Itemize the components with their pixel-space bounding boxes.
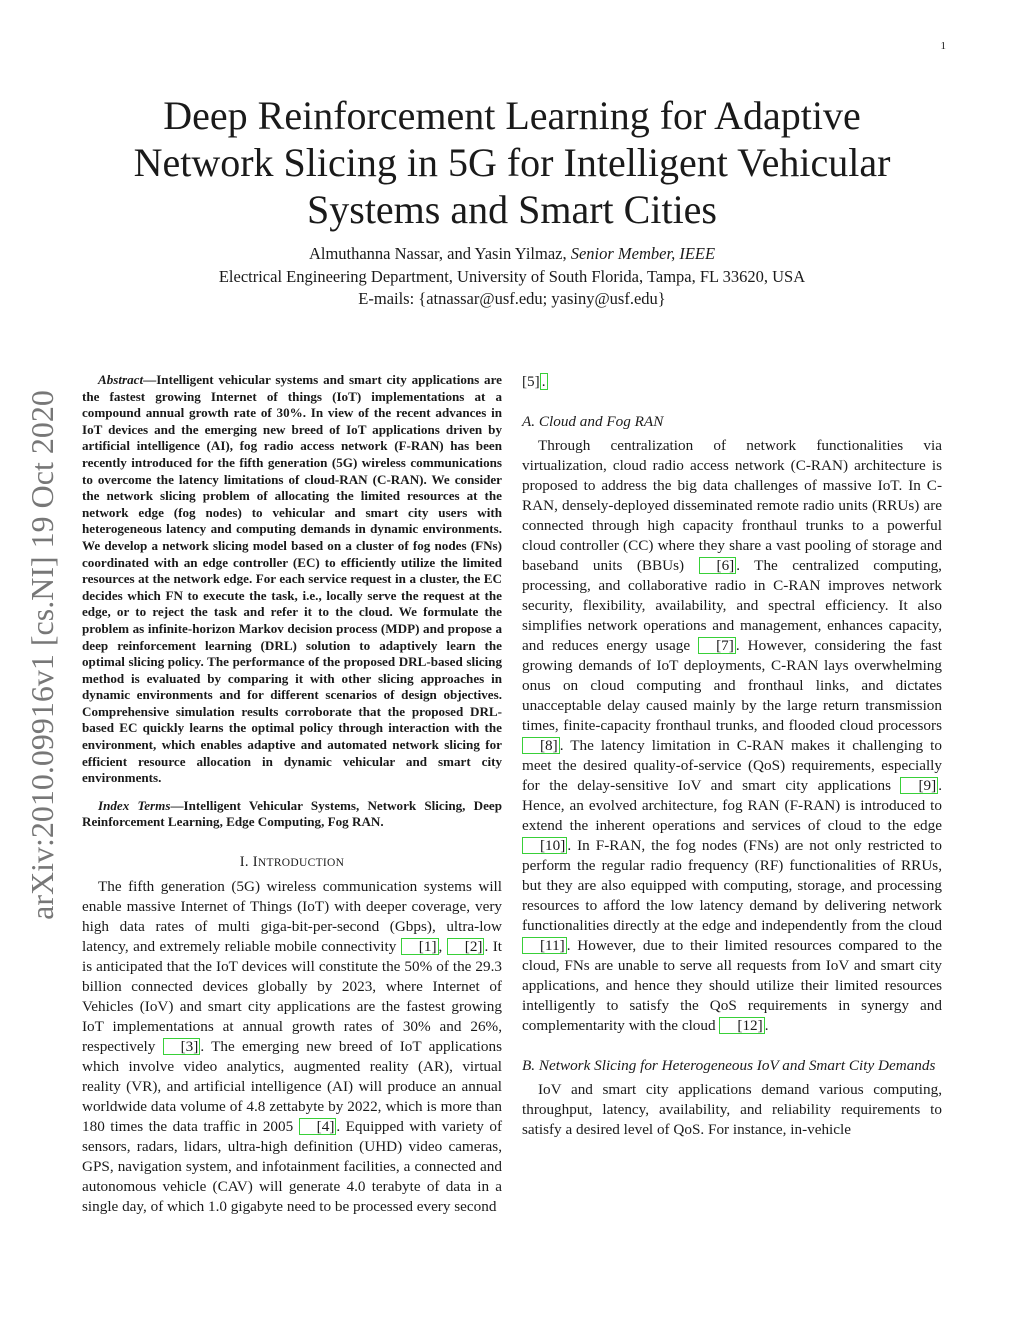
citation-link[interactable]: [3] bbox=[163, 1038, 201, 1055]
citation-link[interactable]: [2] bbox=[447, 938, 485, 955]
abstract-label: Abstract bbox=[98, 372, 144, 387]
network-slicing-paragraph: IoV and smart city applications demand various computing, throughput, latency, availability, and reliability requirements to satisfy a desired level of QoS. For instance, in-vehicle bbox=[522, 1081, 942, 1138]
arxiv-identifier: arXiv:2010.09916v1 [cs.NI] 19 Oct 2020 bbox=[24, 390, 60, 920]
paper-title: Deep Reinforcement Learning for Adaptive Network Slicing in 5G for Intelligent Vehicular Systems and Smart Cities bbox=[133, 93, 891, 232]
text-run: . It is anticipated that the IoT devices will constitute the 50% of the 29.3 billion connected devices globally by 2023, where Internet of Vehicles (IoV) and smart city applications are the fastest growing IoT implementations at annual growth rates of 30% and 26%, respectively bbox=[82, 938, 503, 1056]
section-heading-introduction bbox=[82, 852, 502, 873]
text-run: . However, considering the fast growing demands of IoT deployments, C-RAN lays overwhelming onus on cloud computing and fronthaul links, and dictates unacceptable delay caused mainly by the large return transmission times, finite-capacity fronthaul trunks, and flooded cloud processors bbox=[522, 637, 942, 734]
citation-link[interactable]: [4] bbox=[299, 1118, 337, 1135]
text-run: , bbox=[438, 938, 447, 956]
intro-paragraph-continued bbox=[522, 372, 942, 392]
text-run: [5] bbox=[522, 373, 540, 390]
index-terms-text: Intelligent Vehicular Systems, Network Slicing, Deep Reinforcement Learning, Edge Computing, Fog RAN. bbox=[82, 797, 502, 830]
left-column bbox=[82, 372, 502, 1217]
affiliation: Electrical Engineering Department, University of South Florida, Tampa, FL 33620, USA bbox=[218, 266, 806, 286]
index-terms: Index Terms—Intelligent Vehicular Systems, Network Slicing, Deep Reinforcement Learning, Edge Computing, Fog RAN. bbox=[82, 797, 502, 830]
citation-link[interactable]: [12] bbox=[719, 1017, 764, 1034]
citation-link[interactable]: [7] bbox=[698, 637, 736, 654]
citation-link[interactable]: [6] bbox=[699, 557, 737, 574]
section-title-initial: I bbox=[252, 854, 258, 871]
author-line bbox=[100, 243, 924, 266]
text-run: . Equipped with variety of sensors, radars, lidars, ultra-high definition (UHD) video cameras, GPS, navigation system, and infotainment facilities, a connected and autonomous vehicle (CAV) will generate 4.0 terabyte of data in a single day, of which 1.0 gigabyte need to be processed every second bbox=[82, 1118, 502, 1216]
text-run: . In F-RAN, the fog nodes (FNs) are not only restricted to perform the regular radio frequency (RF) functionalities of RRUs, but they are also equipped with computing, storage, and processing resources to afford the low latency demand by delivering network functionalities directly at the edge and independently from the cloud bbox=[522, 837, 942, 934]
text-run: . However, due to their limited resources compared to the cloud, FNs are unable to serve all requests from IoV and smart city applications, and hence they should utilize their limited resources intelligently to satisfy the QoS requirements in synergy and complementarity with the cloud bbox=[522, 937, 942, 1034]
cloud-fog-paragraph bbox=[522, 436, 942, 1036]
citation-link[interactable]: [11] bbox=[522, 937, 567, 954]
subsection-heading-network-slicing: B. Network Slicing for Heterogeneous IoV and Smart City Demands bbox=[522, 1057, 936, 1074]
abstract: Abstract—Intelligent vehicular systems and smart city applications are the fastest growing Internet of things (IoT) implementations at a compound annual growth rate of 30%. In view of the recent advances in IoT devices and the emerging new breed of IoT applications driven by artificial intelligence (AI), fog radio access network (F-RAN) has been recently introduced for the fifth generation (5G) wireless communications to overcome the latency limitations of cloud-RAN (C-RAN). We consider the network slicing problem of allocating the limited resources at the network edge (fog nodes) to vehicular and smart city users with heterogeneous latency and computing demands in dynamic environments. We develop a network slicing model based on a cluster of fog nodes (FNs) coordinated with an edge controller (EC) to efficiently utilize the limited resources at the network edge. For each service request in a cluster, the EC decides which FN to execute the task, i.e., locally serve the request at the edge, or to reject the task and refer it to the cloud. We formulate the problem as infinite-horizon Markov decision process (MDP) and propose a deep reinforcement learning (DRL) solution to adaptively learn the optimal slicing policy. The performance of the proposed DRL-based slicing method is evaluated by comparing it with other slicing approaches in dynamic environments and for different scenarios of design objectives. Comprehensive simulation results corroborate that the proposed DRL-based EC quickly learns the optimal policy through interaction with the environment, which enables adaptive and automated network slicing for efficient resource allocation in dynamic vehicular and smart city environments. bbox=[82, 372, 502, 786]
citation-link[interactable]: [10] bbox=[522, 837, 567, 854]
text-run: . The centralized computing, processing, and collaborative radio in C-RAN improves network security, flexibility, availability, and spectral efficiency. It also simplifies network operations and management, enhances capacity, and reduces energy usage bbox=[522, 557, 942, 654]
citation-link[interactable]: . bbox=[541, 373, 546, 390]
citation-link[interactable]: [9] bbox=[900, 777, 938, 794]
text-run: . The emerging new breed of IoT applications which involve video analytics, augmented reality (AR), virtual reality (VR), and artificial intelligence (AI) will produce an annual worldwide data volume of 4.8 zettabyte by 2022, which is more than 180 times the data traffic in 2005 bbox=[82, 1038, 503, 1136]
author-role: Senior Member, IEEE bbox=[570, 244, 716, 263]
page-number: 1 bbox=[940, 40, 946, 52]
abstract-text: Intelligent vehicular systems and smart city applications are the fastest growing Internet of things (IoT) implementations at a compound annual growth rate of 30%. In view of the recent advances in IoT devices and the emerging new breed of IoT applications driven by artificial intelligence (AI), fog radio access network (F-RAN) has been recently introduced for the fifth generation (5G) wireless communications to overcome the latency limitations of cloud-RAN (C-RAN). We consider the network slicing problem of allocating the limited resources at the network edge (fog nodes) to vehicular and smart city users with heterogeneous latency and computing demands in dynamic environments. We develop a network slicing model based on a cluster of fog nodes (FNs) coordinated with an edge controller (EC) to efficiently utilize the limited resources at the network edge. For each service request in a cluster, the EC decides which FN to execute the task, i.e., locally serve the request at the edge, or to reject the task and refer it to the cloud. We formulate the problem as infinite-horizon Markov decision process (MDP) and propose a deep reinforcement learning (DRL) solution to adaptively learn the optimal slicing policy. The performance of the proposed DRL-based slicing method is evaluated by comparing it with other slicing approaches in dynamic environments and for different scenarios of design objectives. Comprehensive simulation results corroborate that the proposed DRL-based EC quickly learns the optimal policy through interaction with the environment, which enables adaptive and automated network slicing for efficient resource allocation in dynamic vehicular and smart city environments. bbox=[82, 372, 502, 786]
subsection-heading-cloud-fog-ran: A. Cloud and Fog RAN bbox=[522, 413, 664, 430]
text-run: The fifth generation (5G) wireless communication systems will enable massive Internet of Things (IoT) with deeper coverage, very high data rates of multi giga-bit-per-second (Gbps), ultra-low latency, and extremely reliable mobile connectivity bbox=[82, 878, 502, 956]
citation-link[interactable]: [8] bbox=[522, 737, 560, 754]
section-numeral: I. bbox=[239, 854, 249, 871]
intro-paragraph bbox=[82, 877, 502, 1217]
authors: Almuthanna Nassar, and Yasin Yilmaz, bbox=[308, 244, 567, 263]
citation-link[interactable]: [1] bbox=[401, 938, 439, 955]
emails: E-mails: {atnassar@usf.edu; yasiny@usf.edu} bbox=[358, 289, 666, 308]
text-run: . Hence, an evolved architecture, fog RAN (F-RAN) is introduced to extend the inherent operations and services of cloud to the edge bbox=[522, 777, 942, 834]
text-run: . bbox=[764, 1017, 769, 1034]
text-run: . The latency limitation in C-RAN makes it challenging to meet the desired quality-of-service (QoS) requirements, especially for the delay-sensitive IoV and smart city applications bbox=[522, 737, 942, 794]
index-terms-label: Index Terms bbox=[98, 797, 171, 813]
right-column bbox=[522, 372, 942, 1140]
section-title-rest: NTRODUCTION bbox=[257, 857, 345, 870]
text-run: Through centralization of network functionalities via virtualization, cloud radio access network (C-RAN) architecture is proposed to address the big data challenges of massive IoT. In C-RAN, densely-deployed disseminated remote radio units (RRUs) are connected through high capacity fronthaul trunks to a powerful cloud controller (CC) where they share a vast pooling of storage and baseband units (BBUs) bbox=[522, 437, 942, 574]
paper-meta bbox=[100, 243, 924, 311]
